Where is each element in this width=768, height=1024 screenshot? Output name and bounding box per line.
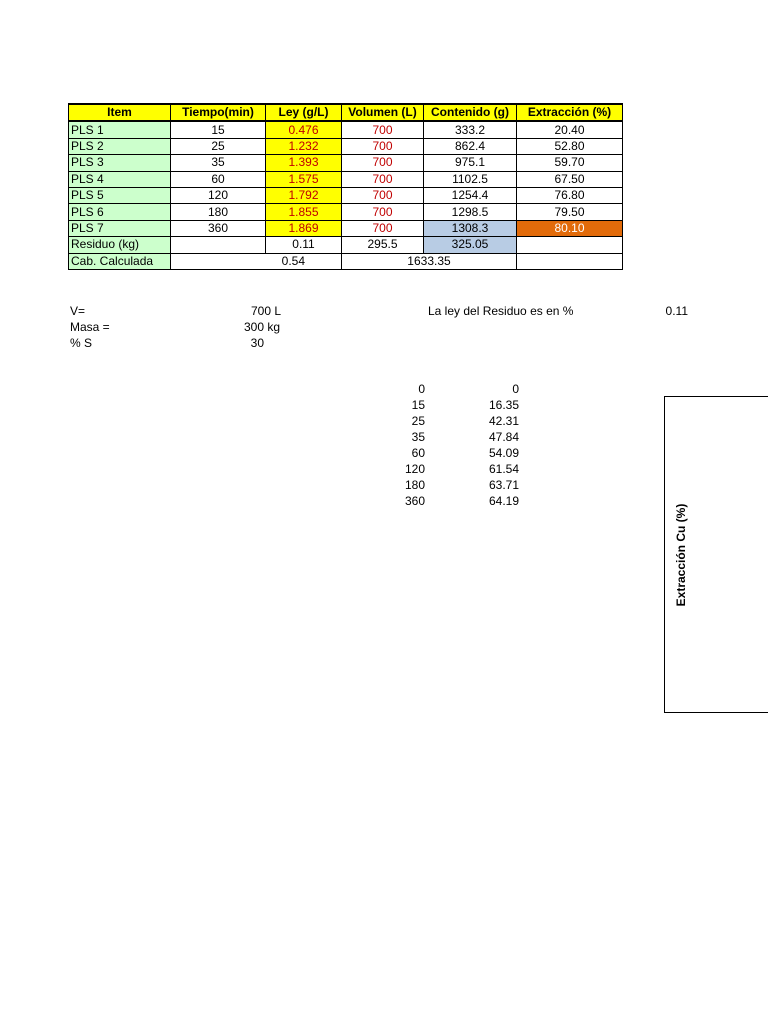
series-y-value[interactable]: 16.35 bbox=[488, 398, 519, 412]
cell-contenido[interactable]: 1308.3 bbox=[424, 220, 517, 236]
cell-extraccion[interactable]: 52.80 bbox=[517, 138, 623, 154]
table-row bbox=[69, 187, 623, 203]
cell-item[interactable]: Residuo (kg) bbox=[69, 237, 171, 253]
cell-item[interactable]: Cab. Calculada bbox=[69, 253, 171, 269]
cell-tiempo[interactable] bbox=[171, 237, 266, 253]
cell-extraccion[interactable]: 20.40 bbox=[517, 121, 623, 138]
series-y-value[interactable]: 54.09 bbox=[488, 446, 519, 460]
series-y-value[interactable]: 47.84 bbox=[488, 430, 519, 444]
cell-ley[interactable]: 1.792 bbox=[266, 187, 342, 203]
cell-ley[interactable]: 0.476 bbox=[266, 121, 342, 138]
cell-contenido[interactable]: 333.2 bbox=[424, 121, 517, 138]
residuo-value[interactable]: 0.11 bbox=[665, 304, 688, 318]
cell-tiempo[interactable]: 25 bbox=[171, 138, 266, 154]
table-row bbox=[69, 138, 623, 154]
s-value[interactable]: 30 bbox=[250, 336, 264, 350]
series-y-value[interactable]: 42.31 bbox=[488, 414, 519, 428]
series-x-value[interactable]: 0 bbox=[418, 382, 425, 396]
table-header-row bbox=[69, 104, 623, 121]
cell-tiempo[interactable]: 60 bbox=[171, 171, 266, 187]
cell-contenido[interactable]: 1633.35 bbox=[342, 253, 517, 269]
cell-item[interactable]: PLS 2 bbox=[69, 138, 171, 154]
cell-item[interactable]: PLS 4 bbox=[69, 171, 171, 187]
cell-contenido[interactable]: 1298.5 bbox=[424, 204, 517, 220]
cell-volumen[interactable]: 700 bbox=[342, 171, 424, 187]
cell-volumen[interactable]: 700 bbox=[342, 220, 424, 236]
series-x-value[interactable]: 15 bbox=[411, 398, 425, 412]
cell-contenido[interactable]: 862.4 bbox=[424, 138, 517, 154]
cell-extraccion[interactable]: 59.70 bbox=[517, 155, 623, 171]
cell-item[interactable]: PLS 7 bbox=[69, 220, 171, 236]
header-ley[interactable]: Ley (g/L) bbox=[266, 104, 342, 121]
cell-ley[interactable]: 1.393 bbox=[266, 155, 342, 171]
cell-item[interactable]: PLS 6 bbox=[69, 204, 171, 220]
table-row bbox=[69, 171, 623, 187]
series-x-value[interactable]: 35 bbox=[411, 430, 425, 444]
cell-extraccion[interactable]: 67.50 bbox=[517, 171, 623, 187]
cell-ley[interactable]: 1.869 bbox=[266, 220, 342, 236]
cell-extraccion[interactable]: 80.10 bbox=[517, 220, 623, 236]
header-contenido[interactable]: Contenido (g) bbox=[424, 104, 517, 121]
header-tiempo[interactable]: Tiempo(min) bbox=[171, 104, 266, 121]
residuo-text[interactable]: La ley del Residuo es en % bbox=[428, 304, 574, 318]
cell-volumen[interactable]: 700 bbox=[342, 204, 424, 220]
s-label[interactable]: % S bbox=[70, 336, 93, 350]
table-row bbox=[69, 220, 623, 236]
cell-tiempo[interactable]: 180 bbox=[171, 204, 266, 220]
cell-ley[interactable]: 1.232 bbox=[266, 138, 342, 154]
series-x-value[interactable]: 25 bbox=[411, 414, 425, 428]
header-extraccion[interactable]: Extracción (%) bbox=[517, 104, 623, 121]
cell-volumen[interactable]: 700 bbox=[342, 138, 424, 154]
series-x-value[interactable]: 60 bbox=[411, 446, 425, 460]
cell-volumen[interactable]: 700 bbox=[342, 155, 424, 171]
series-y-value[interactable]: 61.54 bbox=[488, 462, 519, 476]
masa-label[interactable]: Masa = bbox=[70, 320, 110, 334]
series-y-value[interactable]: 63.71 bbox=[488, 478, 519, 492]
cell-tiempo[interactable]: 120 bbox=[171, 187, 266, 203]
cell-tiempo[interactable]: 35 bbox=[171, 155, 266, 171]
cell-volumen[interactable]: 700 bbox=[342, 121, 424, 138]
cell-contenido[interactable]: 1102.5 bbox=[424, 171, 517, 187]
cell-item[interactable]: PLS 3 bbox=[69, 155, 171, 171]
table-row bbox=[69, 155, 623, 171]
series-y-value[interactable]: 64.19 bbox=[488, 494, 519, 508]
cell-contenido[interactable]: 1254.4 bbox=[424, 187, 517, 203]
cell-contenido[interactable]: 325.05 bbox=[424, 237, 517, 253]
cell-tiempo[interactable]: 360 bbox=[171, 220, 266, 236]
cell-item[interactable]: PLS 5 bbox=[69, 187, 171, 203]
cell-extraccion[interactable]: 76.80 bbox=[517, 187, 623, 203]
header-volumen[interactable]: Volumen (L) bbox=[342, 104, 424, 121]
cell-ley[interactable]: 0.54 bbox=[171, 253, 342, 269]
table-row-residuo bbox=[69, 237, 623, 253]
cell-item[interactable]: PLS 1 bbox=[69, 121, 171, 138]
cell-ley[interactable]: 0.11 bbox=[266, 237, 342, 253]
cell-extraccion[interactable] bbox=[517, 253, 623, 269]
y-axis-title: Extracción Cu (%) bbox=[674, 503, 688, 607]
data-table bbox=[68, 103, 623, 270]
v-label[interactable]: V= bbox=[70, 304, 86, 318]
cell-extraccion[interactable] bbox=[517, 237, 623, 253]
table-row-cabeza bbox=[69, 253, 623, 269]
cell-ley[interactable]: 1.575 bbox=[266, 171, 342, 187]
cell-extraccion[interactable]: 79.50 bbox=[517, 204, 623, 220]
header-item[interactable]: Item bbox=[69, 104, 171, 121]
series-x-value[interactable]: 360 bbox=[404, 494, 425, 508]
table-row bbox=[69, 121, 623, 138]
cell-contenido[interactable]: 975.1 bbox=[424, 155, 517, 171]
v-value[interactable]: 700 L bbox=[250, 304, 281, 318]
cell-volumen[interactable]: 700 bbox=[342, 187, 424, 203]
cell-volumen[interactable]: 295.5 bbox=[342, 237, 424, 253]
series-x-value[interactable]: 120 bbox=[404, 462, 425, 476]
series-x-value[interactable]: 180 bbox=[404, 478, 425, 492]
cell-tiempo[interactable]: 15 bbox=[171, 121, 266, 138]
series-y-value[interactable]: 0 bbox=[512, 382, 519, 396]
masa-value[interactable]: 300 kg bbox=[243, 320, 280, 334]
cell-ley[interactable]: 1.855 bbox=[266, 204, 342, 220]
table-row bbox=[69, 204, 623, 220]
